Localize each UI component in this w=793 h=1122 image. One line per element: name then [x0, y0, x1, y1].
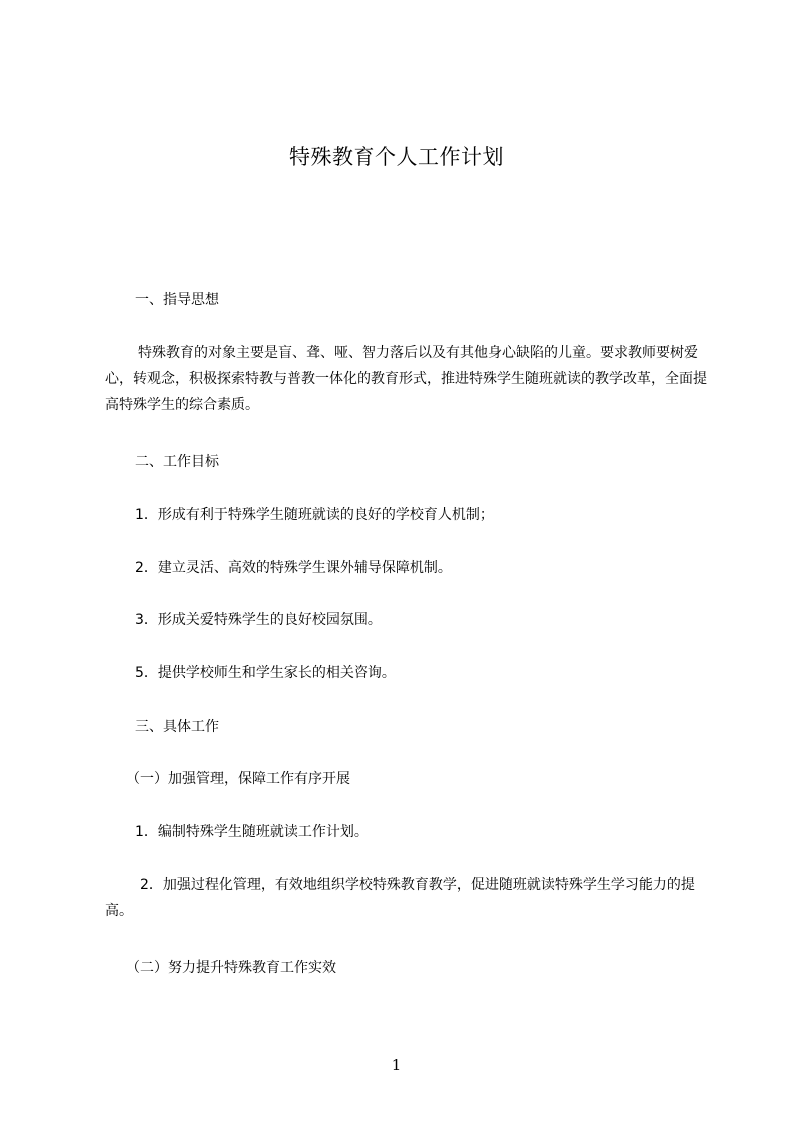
goal-item: 2．建立灵活、高效的特殊学生课外辅导保障机制。 — [135, 560, 452, 576]
section-heading-specific-work: 三、具体工作 — [135, 719, 219, 735]
work-item: 1．编制特殊学生随班就读工作计划。 — [135, 824, 368, 840]
body-paragraph: 特殊教育的对象主要是盲、聋、哑、智力落后以及有其他身心缺陷的儿童。要求教师要树爱心，转观念，积极探索特教与普教一体化的教育形式，推进特殊学生随班就读的教学改革，全面提高特殊学生的综合素质。 — [105, 345, 707, 413]
work-item: 2．加强过程化管理，有效地组织学校特殊教育教学，促进随班就读特殊学生学习能力的提高。 — [105, 877, 695, 919]
goal-item: 3．形成关爱特殊学生的良好校园氛围。 — [135, 612, 382, 628]
page-number: 1 — [391, 1056, 402, 1074]
goal-item: 5．提供学校师生和学生家长的相关咨询。 — [135, 665, 396, 681]
goal-item: 1．形成有利于特殊学生随班就读的良好的学校育人机制； — [135, 507, 494, 523]
document-title: 特殊教育个人工作计划 — [289, 145, 504, 169]
subsection-heading: （一）加强管理，保障工作有序开展 — [126, 771, 350, 787]
section-heading-work-goals: 二、工作目标 — [135, 454, 219, 470]
subsection-heading: （二）努力提升特殊教育工作实效 — [126, 960, 336, 976]
section-heading-guiding-ideology: 一、指导思想 — [135, 292, 219, 308]
